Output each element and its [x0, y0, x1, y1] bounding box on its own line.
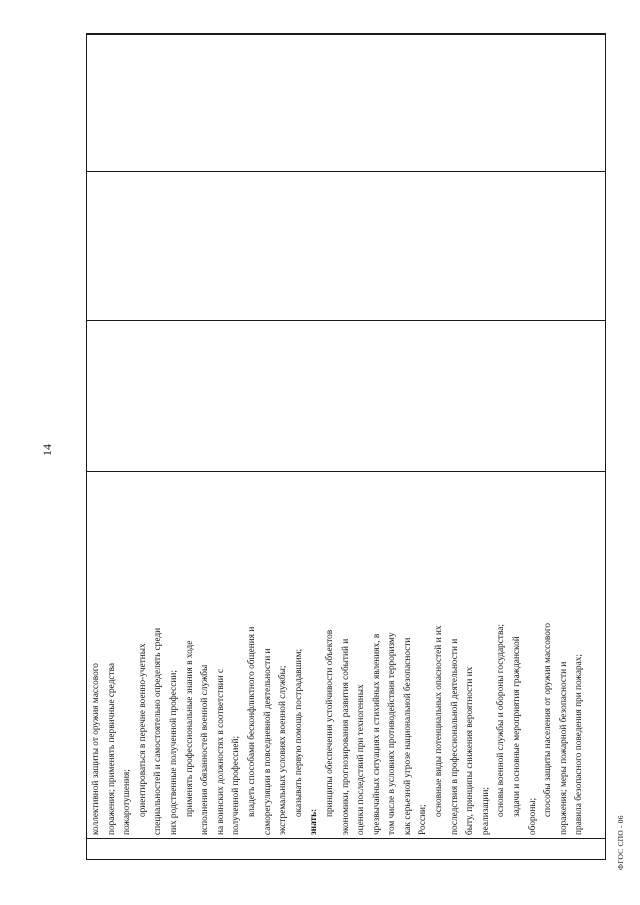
text-line: них родственные полученной профессии;	[168, 670, 179, 835]
text-line: знать:	[309, 808, 320, 835]
text-line: владеть способами бесконфликтного общения и	[246, 626, 257, 817]
empty-cell-3	[87, 35, 606, 172]
text-line: правила безопасного поведения при пожарах;	[574, 654, 585, 835]
page-number: 14	[40, 444, 54, 456]
text-line: поражения; меры пожарной безопасности и	[558, 661, 569, 835]
content-cell	[87, 472, 606, 839]
text-line: задачи и основные мероприятия гражданской	[512, 636, 523, 817]
competency-table	[86, 33, 606, 860]
text-line: коллективной защиты от оружия массового	[91, 663, 101, 835]
text-line: способы защиты населения от оружия массового	[543, 622, 554, 817]
text-line: экономики, прогнозирования развития событий и	[340, 638, 351, 835]
text-line: как серьезной угрозе национальной безопасности	[402, 637, 413, 835]
text-line: применять профессиональные знания в ходе	[184, 640, 195, 817]
text-line: обороны;	[527, 797, 538, 835]
text-line: саморегуляции в повседневной деятельности и	[262, 648, 273, 835]
table-row	[87, 34, 606, 860]
rotated-page	[40, 40, 625, 870]
text-line: исполнения обязанностей военной службы	[200, 664, 211, 835]
document-code: ФГОС СПО - 06	[616, 815, 625, 870]
text-line: поражения; применять первичные средства	[106, 662, 117, 835]
text-line: экстремальных условиях военной службы;	[278, 665, 289, 835]
empty-cell-1	[87, 321, 606, 472]
text-line: основные виды потенциальных опасностей и их	[434, 625, 445, 817]
text-line: том числе в условиях противодействия терроризму	[387, 632, 398, 835]
text-line: быту, принципы снижения вероятности их	[465, 666, 476, 835]
text-line: реализации;	[480, 786, 491, 835]
text-line: на воинских должностях в соответствии с	[215, 668, 226, 835]
empty-cell-4	[87, 34, 606, 35]
text-line: специальностей и самостоятельно определять среди	[153, 627, 164, 835]
text-line: оказывать первую помощь пострадавшим;	[293, 648, 304, 817]
text-line: чрезвычайных ситуациях и стихийных явлениях, в	[371, 633, 382, 835]
text-line: пожаротушения;	[122, 769, 133, 835]
content-text	[87, 472, 588, 838]
text-line: ориентироваться в перечне военно-учетных	[137, 643, 148, 817]
text-line: полученной профессией;	[231, 735, 242, 835]
text-line: последствия в профессиональной деятельности и	[449, 638, 460, 835]
text-line: принципы обеспечения устойчивости объектов	[324, 629, 335, 817]
text-line: оценки последствий при техногенных	[356, 684, 367, 835]
text-line: основы военной службы и обороны государства;	[496, 624, 507, 817]
code-cell	[87, 839, 606, 860]
empty-cell-2	[87, 172, 606, 321]
text-line: России;	[418, 804, 429, 835]
